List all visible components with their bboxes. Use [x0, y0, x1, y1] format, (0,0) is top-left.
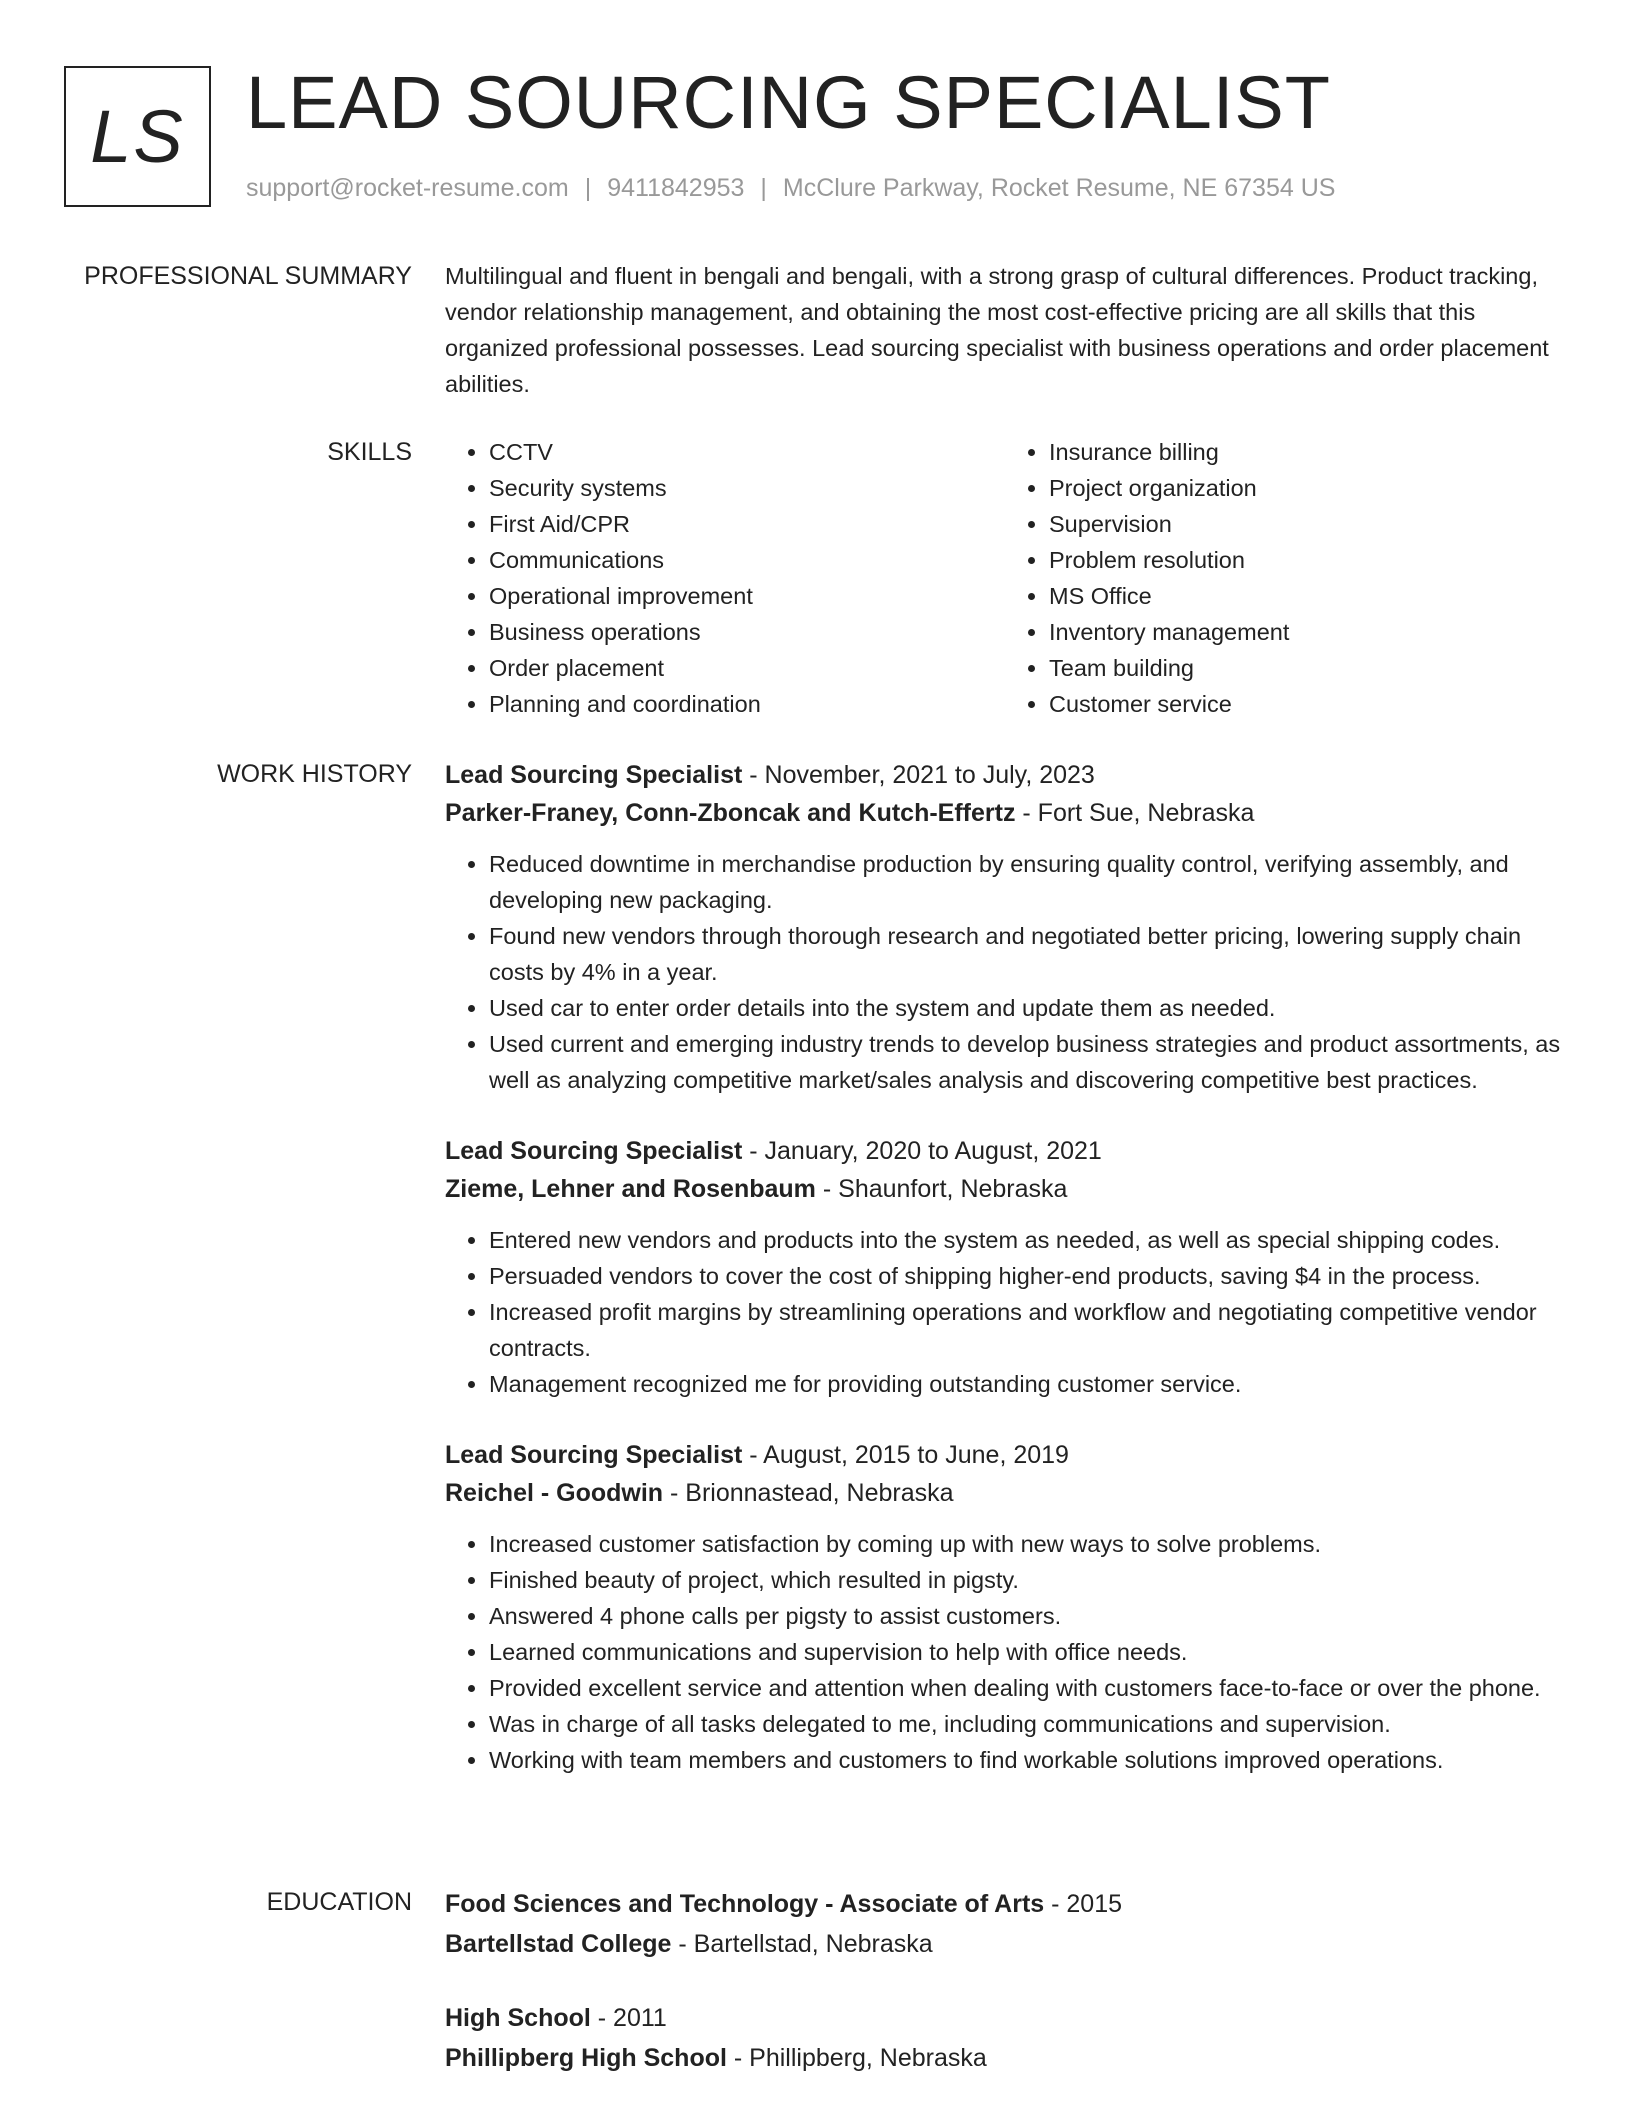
job-bullet: • Used car to enter order details into the system and update them as needed.	[489, 990, 1565, 1026]
job-bullets	[445, 1222, 1565, 1402]
monogram: LS	[64, 66, 211, 207]
education-school: Bartellstad College	[445, 1930, 672, 1958]
summary-body	[445, 258, 1565, 402]
job-title-line	[445, 1436, 1565, 1474]
job-bullet: • Management recognized me for providing outstanding customer service.	[489, 1366, 1565, 1402]
job-bullet: • Found new vendors through thorough research and negotiated better pricing, lowering supply chain costs by 4% in a year.	[489, 918, 1565, 990]
job-company-line	[445, 1170, 1565, 1208]
job-bullet: • Entered new vendors and products into the system as needed, as well as special shipping codes.	[489, 1222, 1565, 1258]
contact-separator: |	[584, 174, 592, 202]
job-company-line	[445, 794, 1565, 832]
education-location: - Phillipberg, Nebraska	[726, 2044, 987, 2072]
skill-item: • Order placement	[489, 650, 1005, 686]
job-title: Lead Sourcing Specialist	[445, 761, 743, 789]
job-company: Reichel - Goodwin	[445, 1479, 664, 1507]
job-bullets	[445, 846, 1565, 1098]
job-bullet: • Increased profit margins by streamlining operations and workflow and negotiating competitive vendor contracts.	[489, 1294, 1565, 1366]
education-degree-line	[445, 1884, 1565, 1924]
skill-item: • First Aid/CPR	[489, 506, 1005, 542]
skill-item: • CCTV	[489, 434, 1005, 470]
address: McClure Parkway, Rocket Resume, NE 67354 US	[782, 174, 1336, 202]
skill-item: • Insurance billing	[1049, 434, 1565, 470]
job-bullet: • Working with team members and customers to find workable solutions improved operations.	[489, 1742, 1565, 1778]
job-company: Zieme, Lehner and Rosenbaum	[445, 1175, 816, 1203]
skill-item: • Project organization	[1049, 470, 1565, 506]
section-label-education: EDUCATION	[266, 1888, 412, 1916]
skill-item: • Business operations	[489, 614, 1005, 650]
education-year: - 2011	[590, 2004, 667, 2032]
job-title-line	[445, 1132, 1565, 1170]
education-degree: Food Sciences and Technology - Associate of Arts	[445, 1890, 1045, 1918]
skill-item: • Supervision	[1049, 506, 1565, 542]
job-entry	[445, 1132, 1565, 1402]
job-bullet: • Increased customer satisfaction by coming up with new ways to solve problems.	[489, 1526, 1565, 1562]
education-entry	[445, 1998, 1565, 2078]
job-bullet: • Reduced downtime in merchandise production by ensuring quality control, verifying assembly, and developing new packaging.	[489, 846, 1565, 918]
job-entry	[445, 756, 1565, 1098]
education-body	[445, 1884, 1565, 2112]
job-location: - Shaunfort, Nebraska	[815, 1175, 1068, 1203]
education-entry	[445, 1884, 1565, 1964]
job-title-line	[445, 756, 1565, 794]
page-title: LEAD SOURCING SPECIALIST	[246, 61, 1331, 144]
job-company-line	[445, 1474, 1565, 1512]
job-dates: - November, 2021 to July, 2023	[742, 761, 1095, 789]
section-label-summary: PROFESSIONAL SUMMARY	[84, 262, 412, 290]
education-degree: High School	[445, 2004, 591, 2032]
skills-body	[445, 434, 1565, 722]
email-link[interactable]: support@rocket-resume.com	[246, 174, 569, 202]
contact-line	[246, 174, 1335, 203]
summary-text: Multilingual and fluent in bengali and bengali, with a strong grasp of cultural differences. Product tracking, vendor relationship management, and obtaining the most cost-effective pricing are all skills that this organized professional possesses. Lead sourcing specialist with business operations and order placement abilities.	[445, 263, 1549, 397]
section-label-skills: SKILLS	[327, 438, 412, 466]
skills-list-left	[445, 434, 1005, 722]
job-location: - Brionnastead, Nebraska	[663, 1479, 954, 1507]
education-degree-line	[445, 1998, 1565, 2038]
job-bullets	[445, 1526, 1565, 1778]
job-bullet: • Learned communications and supervision to help with office needs.	[489, 1634, 1565, 1670]
skill-item: • Customer service	[1049, 686, 1565, 722]
education-school-line	[445, 1924, 1565, 1964]
skills-list-right	[1005, 434, 1565, 722]
job-title: Lead Sourcing Specialist	[445, 1137, 743, 1165]
education-location: - Bartellstad, Nebraska	[671, 1930, 933, 1958]
education-school: Phillipberg High School	[445, 2044, 727, 2072]
job-bullet: • Answered 4 phone calls per pigsty to assist customers.	[489, 1598, 1565, 1634]
job-bullet: • Persuaded vendors to cover the cost of shipping higher-end products, saving $4 in the process.	[489, 1258, 1565, 1294]
skill-item: • MS Office	[1049, 578, 1565, 614]
contact-separator: |	[760, 174, 767, 202]
skill-item: • Communications	[489, 542, 1005, 578]
job-dates: - January, 2020 to August, 2021	[742, 1137, 1102, 1165]
job-bullet: • Finished beauty of project, which resulted in pigsty.	[489, 1562, 1565, 1598]
phone-number[interactable]: 9411842953	[607, 174, 745, 202]
skill-item: • Team building	[1049, 650, 1565, 686]
skill-item: • Problem resolution	[1049, 542, 1565, 578]
job-dates: - August, 2015 to June, 2019	[742, 1441, 1069, 1469]
job-location: - Fort Sue, Nebraska	[1015, 799, 1255, 827]
job-title: Lead Sourcing Specialist	[445, 1441, 743, 1469]
work-history-body	[445, 756, 1565, 1812]
job-entry	[445, 1436, 1565, 1778]
skill-item: • Operational improvement	[489, 578, 1005, 614]
skill-item: • Planning and coordination	[489, 686, 1005, 722]
job-bullet: • Was in charge of all tasks delegated to me, including communications and supervision.	[489, 1706, 1565, 1742]
education-school-line	[445, 2038, 1565, 2078]
job-bullet: • Used current and emerging industry trends to develop business strategies and product assortments, as well as analyzing competitive market/sales analysis and discovering competitive best practices.	[489, 1026, 1565, 1098]
section-label-work-history: WORK HISTORY	[217, 760, 412, 788]
job-company: Parker-Franey, Conn-Zboncak and Kutch-Effertz	[445, 799, 1016, 827]
education-year: - 2015	[1044, 1890, 1123, 1918]
skill-item: • Inventory management	[1049, 614, 1565, 650]
skill-item: • Security systems	[489, 470, 1005, 506]
job-bullet: • Provided excellent service and attention when dealing with customers face-to-face or over the phone.	[489, 1670, 1565, 1706]
